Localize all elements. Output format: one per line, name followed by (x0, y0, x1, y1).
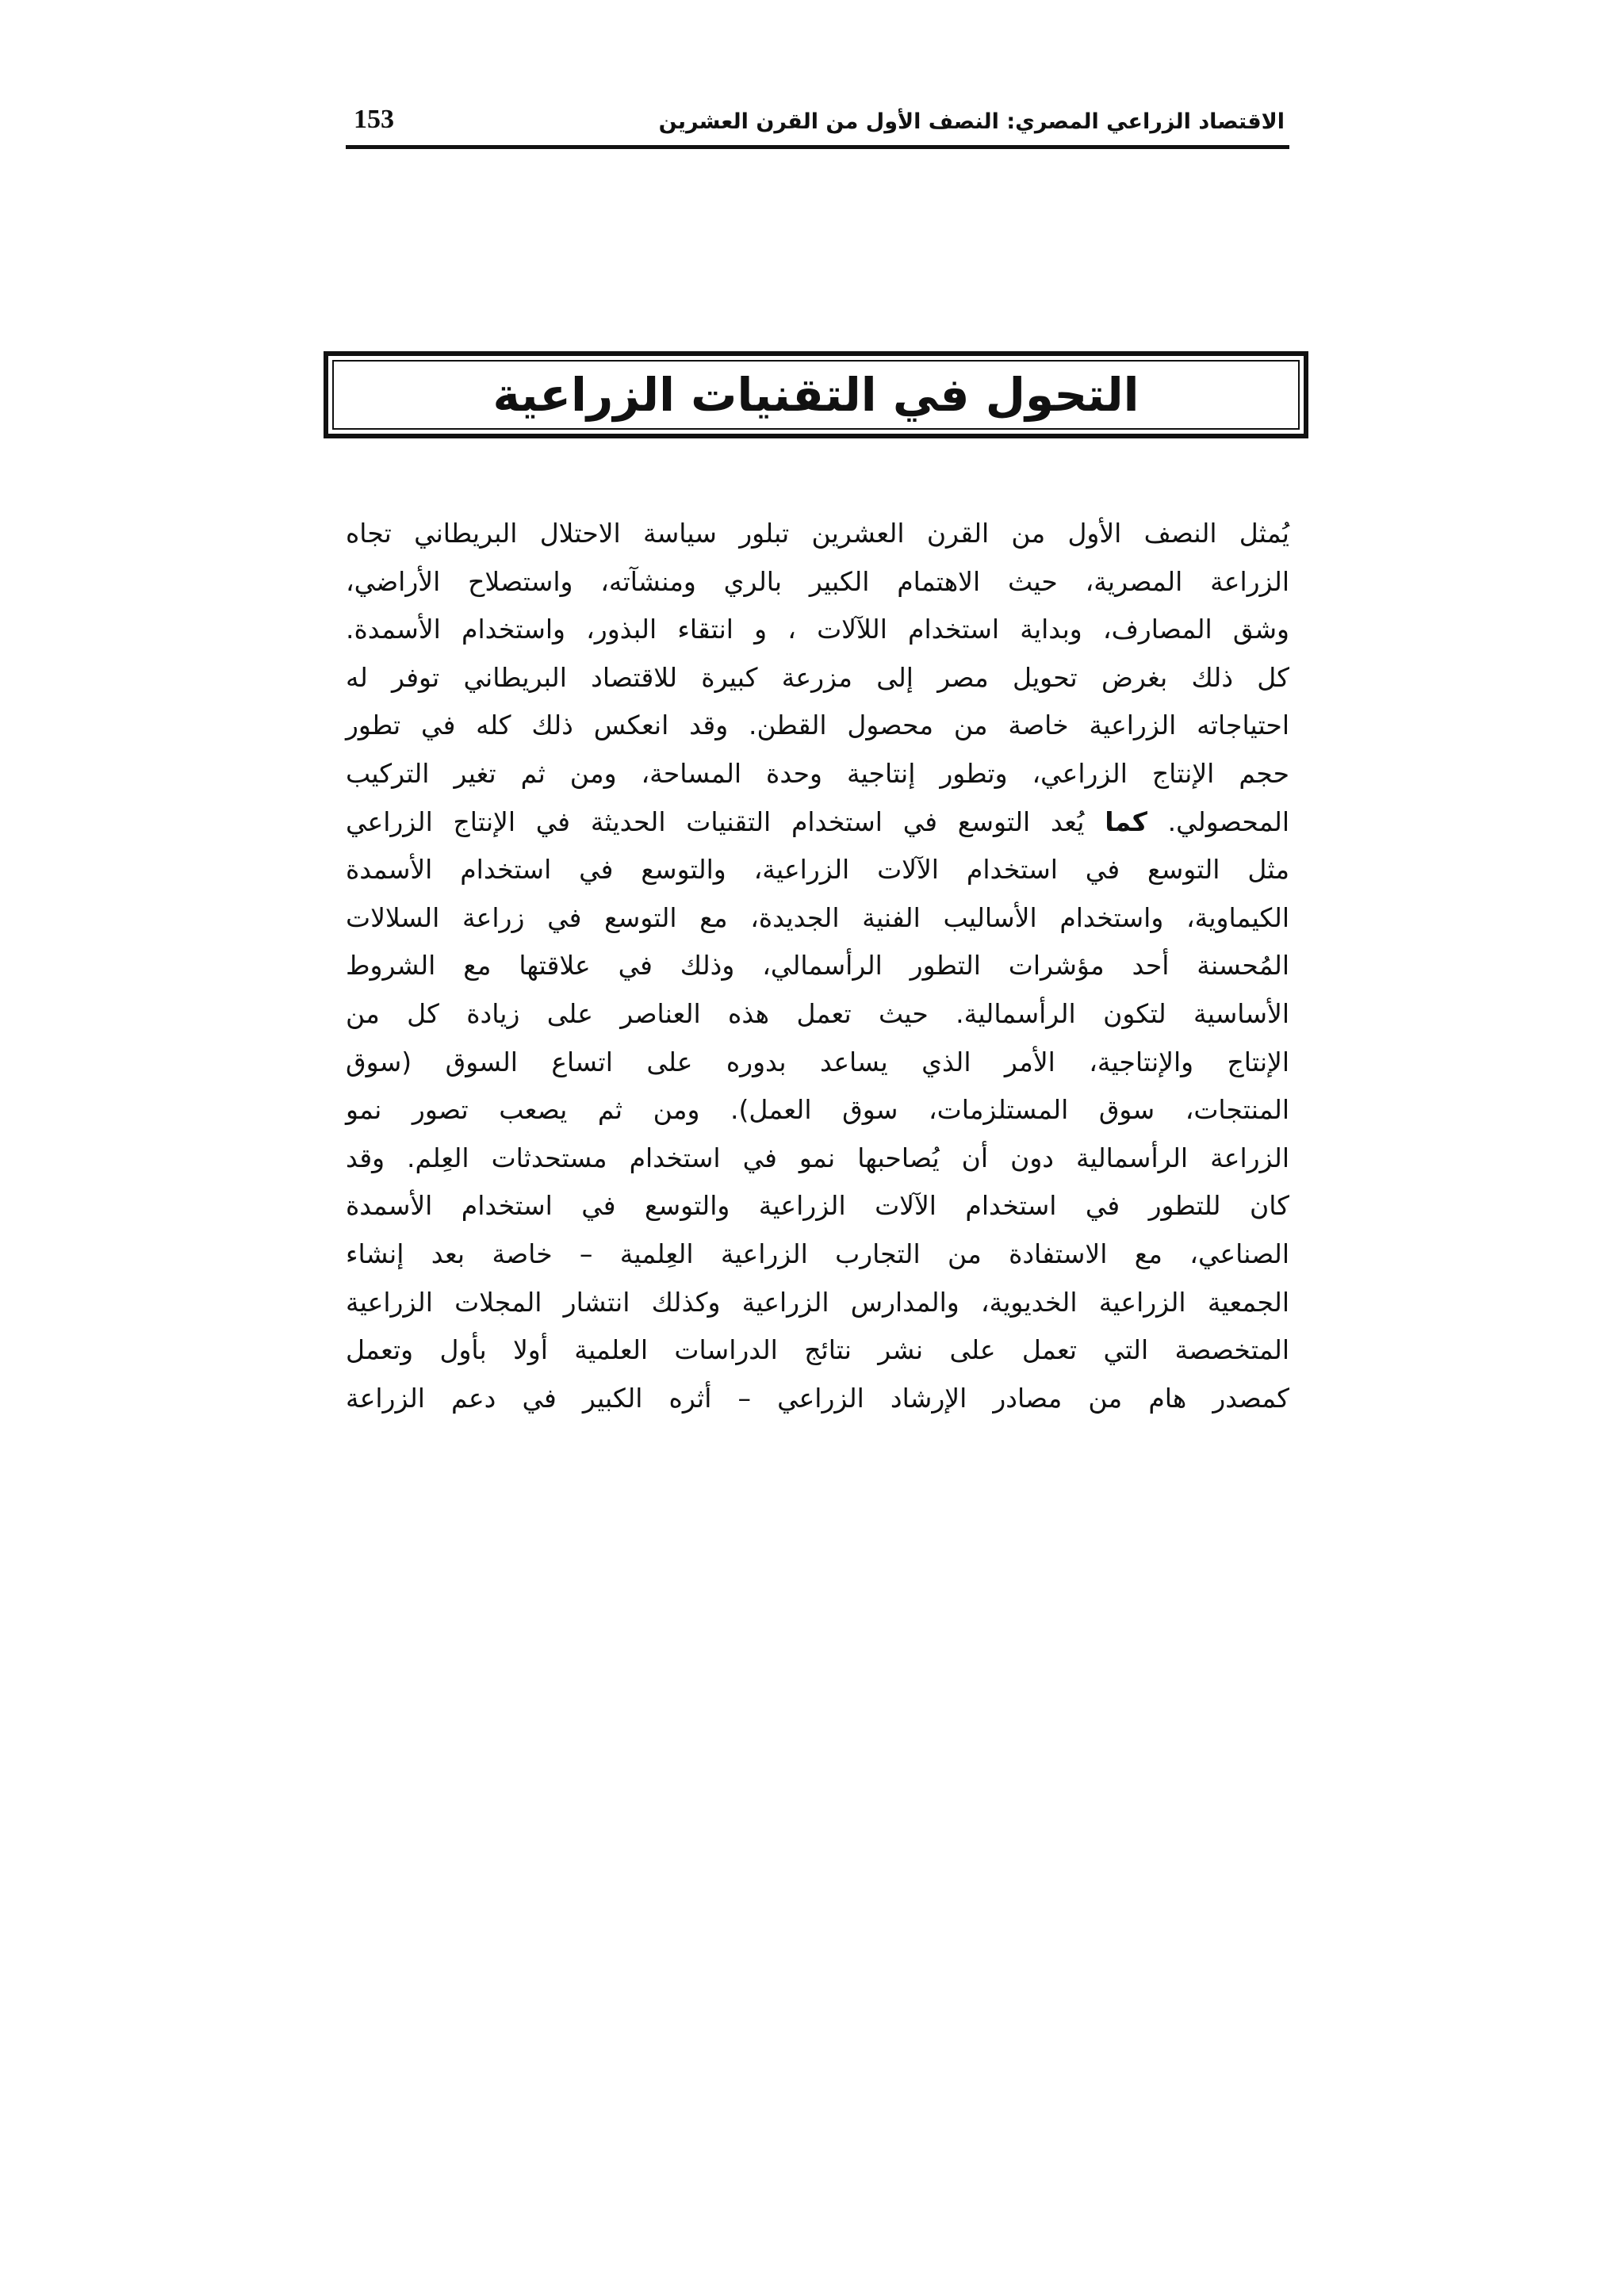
body-line: المحصولي. كما يُعد التوسع في استخدام التقنيات الحديثة في الإنتاج الزراعي (346, 806, 1289, 837)
body-line: الكيماوية، واستخدام الأساليب الفنية الجديدة، مع التوسع في زراعة السلالات (346, 901, 1289, 933)
running-title: الاقتصاد الزراعي المصري: النصف الأول من القرن العشرين (658, 109, 1285, 134)
page-number: 153 (354, 105, 394, 134)
page-header (346, 103, 1289, 151)
body-paragraph (346, 510, 1289, 1422)
chapter-title-box (324, 351, 1308, 438)
chapter-title: التحول في التقنيات الزراعية (492, 368, 1139, 422)
body-line: المتخصصة التي تعمل على نشر نتائج الدراسات العلمية أولا بأول وتعمل (346, 1334, 1289, 1366)
body-line: مثل التوسع في استخدام الآلات الزراعية، والتوسع في استخدام الأسمدة (346, 854, 1289, 886)
body-line: المُحسنة أحد مؤشرات التطور الرأسمالي، وذلك في علاقتها مع الشروط (346, 950, 1289, 982)
body-line: الزراعة الرأسمالية دون أن يُصاحبها نمو في استخدام مستحدثات العِلم. وقد (346, 1142, 1289, 1173)
body-line: حجم الإنتاج الزراعي، وتطور إنتاجية وحدة المساحة، ومن ثم تغير التركيب (346, 757, 1289, 789)
body-line: الصناعي، مع الاستفادة من التجارب الزراعية العِلمية – خاصة بعد إنشاء (346, 1238, 1289, 1269)
body-line: وشق المصارف، وبداية استخدام اللآلات ، و انتقاء البذور، واستخدام الأسمدة. (346, 614, 1289, 645)
body-line: يُمثل النصف الأول من القرن العشرين تبلور سياسة الاحتلال البريطاني تجاه (346, 518, 1289, 549)
body-line: الزراعة المصرية، حيث الاهتمام الكبير بالري ومنشآته، واستصلاح الأراضي، (346, 565, 1289, 597)
header-rule (346, 145, 1289, 149)
body-line: الإنتاج والإنتاجية، الأمر الذي يساعد بدوره على اتساع السوق (سوق (346, 1046, 1289, 1077)
emphasized-word: كما (1105, 806, 1147, 837)
body-line: كان للتطور في استخدام الآلات الزراعية والتوسع في استخدام الأسمدة (346, 1190, 1289, 1222)
body-line: المنتجات، سوق المستلزمات، سوق العمل). ومن ثم يصعب تصور نمو (346, 1094, 1289, 1126)
body-line: الجمعية الزراعية الخديوية، والمدارس الزراعية وكذلك انتشار المجلات الزراعية (346, 1286, 1289, 1318)
body-line: كمصدر هام من مصادر الإرشاد الزراعي – أثره الكبير في دعم الزراعة (346, 1382, 1289, 1414)
body-line: كل ذلك بغرض تحويل مصر إلى مزرعة كبيرة للاقتصاد البريطاني توفر له (346, 661, 1289, 693)
body-line: احتياجاته الزراعية خاصة من محصول القطن. وقد انعكس ذلك كله في تطور (346, 710, 1289, 741)
body-line: الأساسية لتكون الرأسمالية. حيث تعمل هذه العناصر على زيادة كل من (346, 997, 1289, 1029)
